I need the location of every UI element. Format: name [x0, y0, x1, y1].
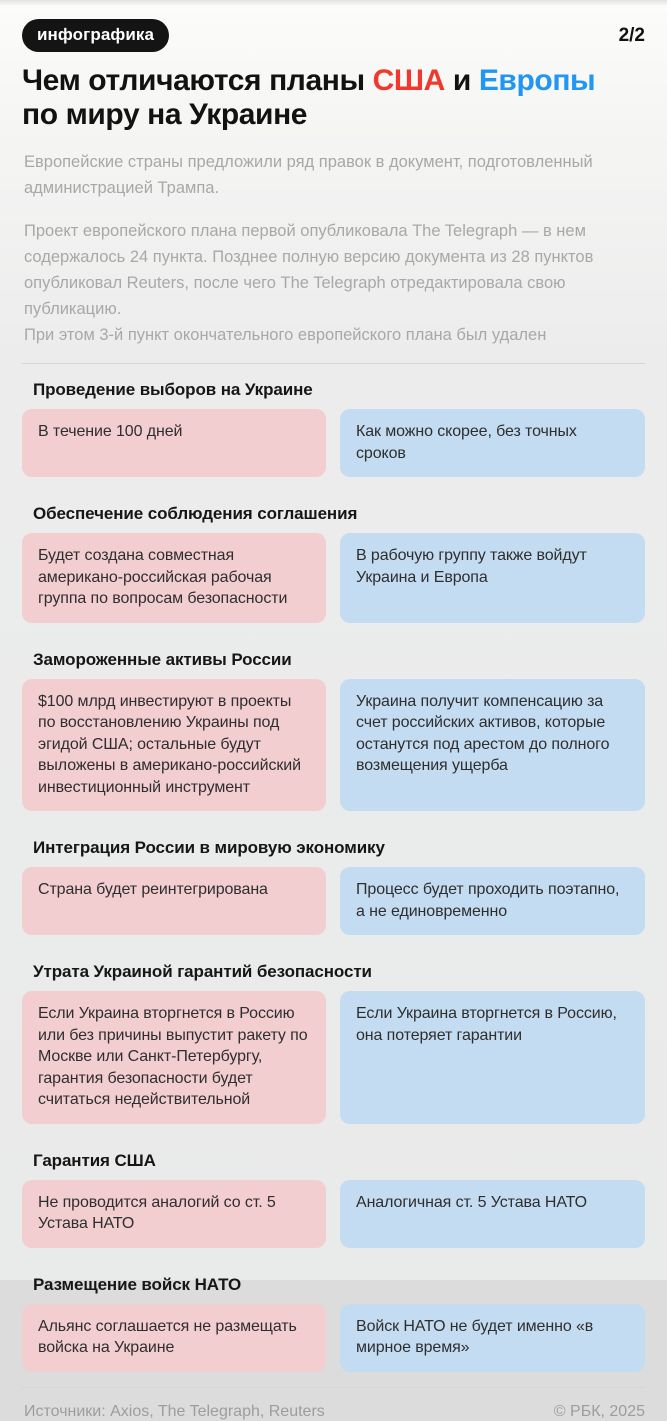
- page-title: [22, 64, 645, 132]
- intro-paragraph-1: Европейские страны предложили ряд правок в документ, подготовленный администрацией Трампа.: [24, 153, 593, 197]
- infographic-badge: инфографика: [22, 19, 169, 52]
- section-title: Замороженные активы России: [33, 649, 292, 669]
- section-title: Интеграция России в мировую экономику: [33, 838, 385, 857]
- intro-text: [24, 149, 643, 348]
- title-usa: США: [372, 64, 445, 97]
- intro-paragraph-3: При этом 3-й пункт окончательного европейского плана был удален: [24, 326, 547, 344]
- comparison-row: [22, 533, 645, 623]
- top-divider: [22, 363, 645, 364]
- section-title: Гарантия США: [33, 1150, 156, 1170]
- comparison-section: [22, 504, 645, 623]
- comparison-row: [22, 1180, 645, 1248]
- section-title: Утрата Украиной гарантий безопасности: [33, 962, 372, 981]
- comparison-section: [22, 962, 645, 1124]
- title-prefix: Чем отличаются планы: [22, 64, 373, 97]
- europe-plan-box: Процесс будет проходить поэтапно, а не единовременно: [340, 867, 645, 935]
- comparison-section: [22, 650, 645, 812]
- europe-plan-box: Войск НАТО не будет именно «в мирное время»: [340, 1304, 645, 1372]
- bottom-divider: [22, 1387, 645, 1388]
- us-plan-box: Будет создана совместная американо-российская рабочая группа по вопросам безопасности: [22, 533, 326, 623]
- title-line2: по миру на Украине: [22, 98, 308, 131]
- section-title: Обеспечение соблюдения соглашения: [33, 504, 358, 523]
- comparison-section: [22, 1275, 645, 1372]
- europe-plan-box: Аналогичная ст. 5 Устава НАТО: [340, 1180, 645, 1248]
- comparison-section: [22, 1151, 645, 1248]
- comparison-row: [22, 991, 645, 1124]
- sections: [22, 380, 645, 1372]
- comparison-section: [22, 838, 645, 935]
- top-edge-strip: [0, 0, 667, 6]
- header: [22, 19, 645, 52]
- section-title: Размещение войск НАТО: [33, 1274, 242, 1294]
- intro-paragraph-2: Проект европейского плана первой опубликовала The Telegraph — в нем содержалось 24 пункта. Позднее полную версию документа из 28 пунктов опубликовал Reuters, после чего The Telegraph отредактировала свою публикацию.: [24, 222, 594, 318]
- comparison-row: [22, 409, 645, 477]
- copyright-text: © РБК, 2025: [553, 1402, 645, 1420]
- us-plan-box: В течение 100 дней: [22, 409, 326, 477]
- us-plan-box: Не проводится аналогий со ст. 5 Устава НАТО: [22, 1180, 326, 1248]
- comparison-row: [22, 867, 645, 935]
- us-plan-box: Страна будет реинтегрирована: [22, 867, 326, 935]
- europe-plan-box: Если Украина вторгнется в Россию, она потеряет гарантии: [340, 991, 645, 1124]
- section-title: Проведение выборов на Украине: [33, 380, 313, 399]
- europe-plan-box: В рабочую группу также войдут Украина и Европа: [340, 533, 645, 623]
- europe-plan-box: Как можно скорее, без точных сроков: [340, 409, 645, 477]
- comparison-row: [22, 1304, 645, 1372]
- page-indicator: 2/2: [618, 24, 645, 46]
- comparison-section: [22, 380, 645, 477]
- europe-plan-box: Украина получит компенсацию за счет российских активов, которые останутся под арестом до полного возмещения ущерба: [340, 679, 645, 812]
- us-plan-box: Альянс соглашается не размещать войска на Украине: [22, 1304, 326, 1372]
- us-plan-box: $100 млрд инвестируют в проекты по восстановлению Украины под эгидой США; остальные будут выложены в американо-российский инвестиционный инструмент: [22, 679, 326, 812]
- title-conjunction: и: [444, 64, 479, 97]
- title-europe: Европы: [478, 64, 596, 97]
- us-plan-box: Если Украина вторгнется в Россию или без причины выпустит ракету по Москве или Санкт-Петербургу, гарантия безопасности будет считаться недействительной: [22, 991, 326, 1124]
- comparison-row: [22, 679, 645, 812]
- footer: [24, 1403, 645, 1421]
- sources-text: Источники: Axios, The Telegraph, Reuters: [24, 1402, 325, 1420]
